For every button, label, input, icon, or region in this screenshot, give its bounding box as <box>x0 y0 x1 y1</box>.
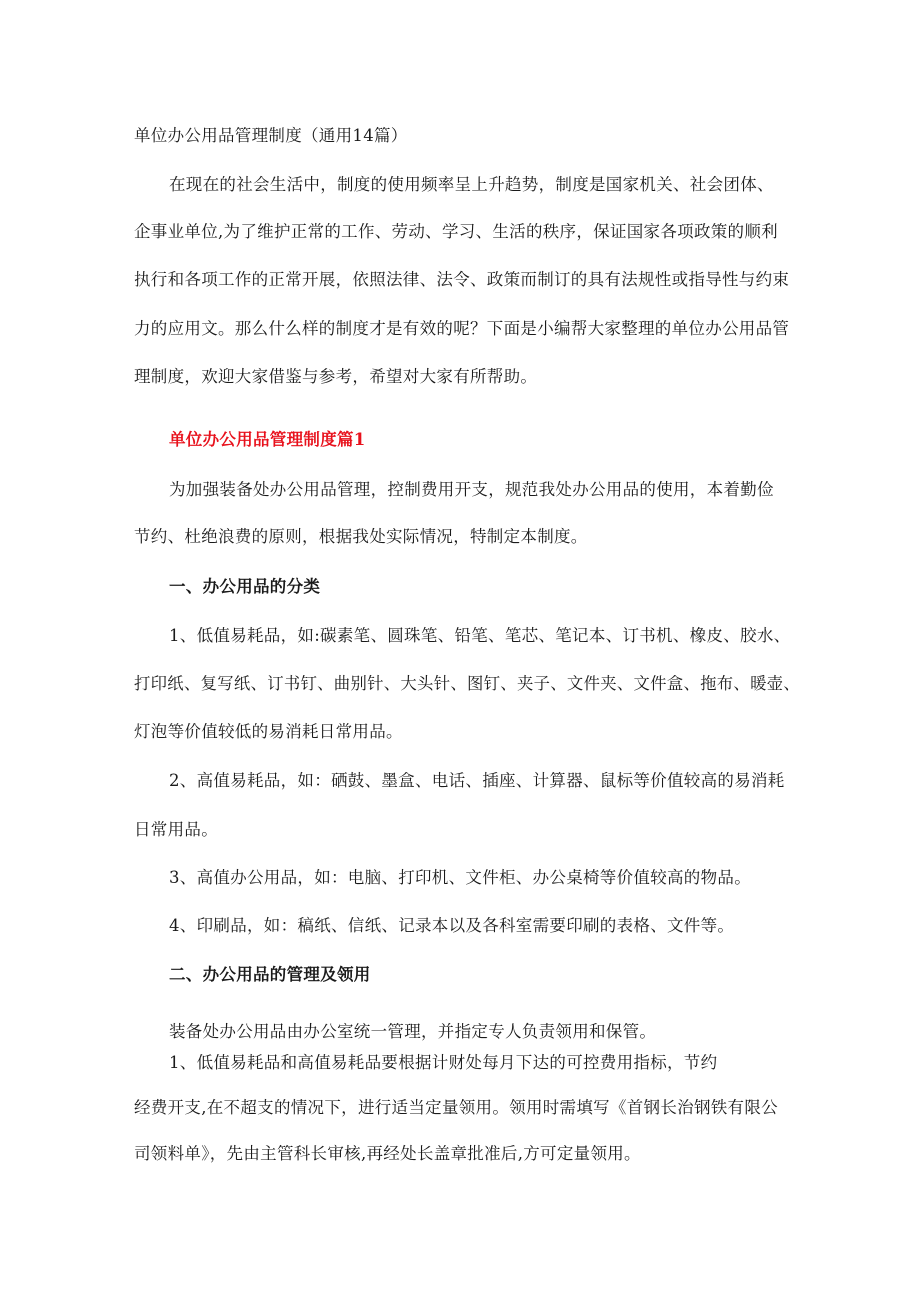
intro-line: 执行和各项工作的正常开展，依照法律、法令、政策而制订的具有法规性或指导性与约束 <box>134 270 790 289</box>
rule1-line: 经费开支,在不超支的情况下，进行适当定量领用。领用时需填写《首钢长治钢铁有限公 <box>134 1098 778 1117</box>
item3-line: 3、高值办公用品，如：电脑、打印机、文件柜、办公桌椅等价值较高的物品。 <box>169 868 751 887</box>
item2-line: 2、高值易耗品，如：硒鼓、墨盒、电话、插座、计算器、鼠标等价值较高的易消耗 <box>169 771 785 790</box>
item1-line: 1、低值易耗品，如:碳素笔、圆珠笔、铅笔、笔芯、笔记本、订书机、橡皮、胶水、 <box>169 626 791 645</box>
document-title: 单位办公用品管理制度（通用14篇） <box>134 126 408 145</box>
rule1-line: 司领料单》，先由主管科长审核,再经处长盖章批准后,方可定量领用。 <box>134 1144 641 1163</box>
classification-heading: 一、办公用品的分类 <box>169 577 321 596</box>
management-intro: 装备处办公用品由办公室统一管理，并指定专人负责领用和保管。 <box>169 1022 657 1041</box>
item2-line: 日常用品。 <box>134 820 218 839</box>
intro-line: 在现在的社会生活中，制度的使用频率呈上升趋势，制度是国家机关、社会团体、 <box>169 175 774 194</box>
intro-line: 企事业单位,为了维护正常的工作、劳动、学习、生活的秩序，保证国家各项政策的顺利 <box>134 222 778 241</box>
intro-line: 理制度，欢迎大家借鉴与参考，希望对大家有所帮助。 <box>134 367 538 386</box>
item1-line: 灯泡等价值较低的易消耗日常用品。 <box>134 722 403 741</box>
section-heading: 单位办公用品管理制度篇1 <box>169 430 366 449</box>
purpose-line: 为加强装备处办公用品管理，控制费用开支，规范我处办公用品的使用，本着勤俭 <box>169 480 774 499</box>
management-heading: 二、办公用品的管理及领用 <box>169 965 371 984</box>
rule1-line: 1、低值易耗品和高值易耗品要根据计财处每月下达的可控费用指标，节约 <box>169 1053 718 1072</box>
intro-line: 力的应用文。那么什么样的制度才是有效的呢？下面是小编帮大家整理的单位办公用品管 <box>134 319 790 338</box>
item1-line: 打印纸、复写纸、订书钉、曲别针、大头针、图钉、夹子、文件夹、文件盒、拖布、暖壶、 <box>134 674 801 693</box>
item4-line: 4、印刷品，如：稿纸、信纸、记录本以及各科室需要印刷的表格、文件等。 <box>169 916 735 935</box>
purpose-line: 节约、杜绝浪费的原则，根据我处实际情况，特制定本制度。 <box>134 527 588 546</box>
